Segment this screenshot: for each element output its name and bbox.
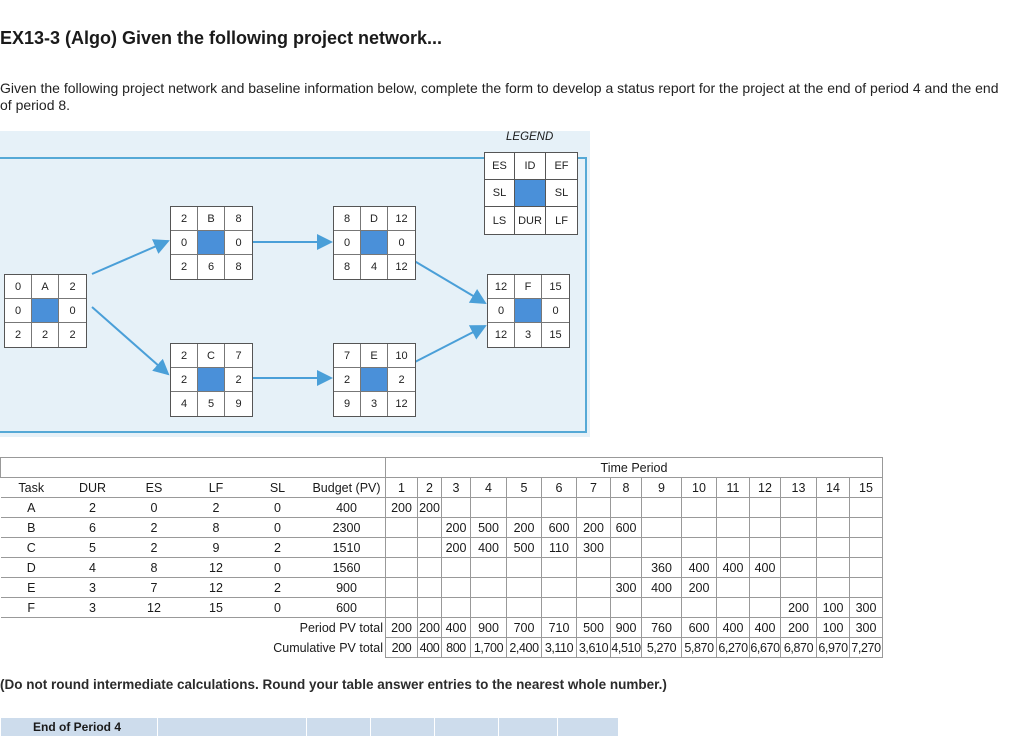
column-header: ES xyxy=(123,478,185,498)
pv-cell xyxy=(507,498,542,518)
node-b-dur: 6 xyxy=(198,255,225,279)
pv-cell xyxy=(817,538,850,558)
node-c-es: 2 xyxy=(171,344,198,368)
arrow-a-to-b xyxy=(92,241,168,274)
column-header: Budget (PV) xyxy=(308,478,386,498)
pv-cell xyxy=(781,558,817,578)
legend-sl-left: SL xyxy=(485,180,515,207)
pv-cell: 600 xyxy=(611,518,642,538)
node-a-id: A xyxy=(32,275,59,299)
period-total-label: Period PV total xyxy=(299,620,383,635)
node-a-es: 0 xyxy=(5,275,32,299)
node-f-ls: 12 xyxy=(488,323,515,347)
header-cell xyxy=(158,718,307,737)
period-total-cell: 500 xyxy=(577,618,611,638)
cumulative-cell: 200 xyxy=(386,638,418,658)
rounding-note: (Do not round intermediate calculations. Round your table answer entries to the nearest whole number.) xyxy=(0,677,667,692)
period-header: 15 xyxy=(850,478,883,498)
node-e-es: 7 xyxy=(334,344,361,368)
pv-cell xyxy=(386,518,418,538)
activity-node-d xyxy=(333,206,416,280)
node-a-lf: 2 xyxy=(69,329,76,341)
pv-cell: 500 xyxy=(507,538,542,558)
activity-node-c xyxy=(170,343,253,417)
node-e-sl2: 2 xyxy=(388,368,415,392)
node-c-sl2: 2 xyxy=(225,368,252,392)
period-total-cell: 400 xyxy=(750,618,781,638)
baseline-table xyxy=(0,457,883,658)
pv-cell: 200 xyxy=(682,578,717,598)
period-header: 4 xyxy=(471,478,507,498)
header-cell xyxy=(558,718,619,737)
pv-cell xyxy=(717,518,750,538)
legend-title: LEGEND xyxy=(506,131,554,143)
table-cell: 600 xyxy=(308,598,386,618)
node-a-ls: 2 xyxy=(5,323,32,347)
legend-id: ID xyxy=(515,153,546,180)
pv-cell xyxy=(781,498,817,518)
period-total-cell: 200 xyxy=(781,618,817,638)
node-d-lf: 12 xyxy=(395,261,408,273)
table-cell: 4 xyxy=(62,558,123,578)
node-e-center xyxy=(361,368,388,392)
pv-cell xyxy=(817,558,850,578)
legend-ls: LS xyxy=(485,207,515,234)
header-cell xyxy=(307,718,371,737)
table-cell: 8 xyxy=(185,518,247,538)
cumulative-cell: 6,870 xyxy=(781,638,817,658)
pv-cell xyxy=(642,598,682,618)
table-cell: 8 xyxy=(123,558,185,578)
table-cell: 3 xyxy=(62,598,123,618)
node-b-sl2: 0 xyxy=(225,231,252,255)
period-header: 6 xyxy=(542,478,577,498)
activity-node-f xyxy=(487,274,570,348)
node-f-id: F xyxy=(515,275,542,299)
pv-cell xyxy=(817,578,850,598)
period-header: 11 xyxy=(717,478,750,498)
node-f-sl1: 0 xyxy=(488,299,515,323)
period-total-cell: 760 xyxy=(642,618,682,638)
pv-cell xyxy=(682,598,717,618)
table-cell: 12 xyxy=(185,578,247,598)
pv-cell xyxy=(682,538,717,558)
arrow-e-to-f xyxy=(411,326,485,364)
table-cell: 9 xyxy=(185,538,247,558)
activity-node-e xyxy=(333,343,416,417)
pv-cell: 200 xyxy=(781,598,817,618)
pv-cell xyxy=(717,598,750,618)
pv-cell xyxy=(750,578,781,598)
period-total-cell: 710 xyxy=(542,618,577,638)
cumulative-cell: 5,870 xyxy=(682,638,717,658)
node-f-es: 12 xyxy=(488,275,515,299)
pv-cell: 200 xyxy=(442,538,471,558)
period-total-cell: 700 xyxy=(507,618,542,638)
table-cell: F xyxy=(1,598,63,618)
period-total-cell: 300 xyxy=(850,618,883,638)
node-a-dur: 2 xyxy=(32,323,59,347)
node-e-dur: 3 xyxy=(361,392,388,416)
node-f-lf: 15 xyxy=(549,329,562,341)
pv-cell xyxy=(418,518,442,538)
table-cell: 12 xyxy=(123,598,185,618)
table-row xyxy=(1,578,883,598)
node-f-sl2: 0 xyxy=(542,299,569,323)
pv-cell xyxy=(442,498,471,518)
pv-cell xyxy=(386,578,418,598)
table-cell: 0 xyxy=(247,498,308,518)
activity-node-a xyxy=(4,274,87,348)
table-row xyxy=(1,518,883,538)
period-total-cell: 200 xyxy=(386,618,418,638)
node-b-ls: 2 xyxy=(171,255,198,279)
cumulative-cell: 5,270 xyxy=(642,638,682,658)
node-f-center xyxy=(515,299,542,323)
cumulative-cell: 4,510 xyxy=(611,638,642,658)
node-d-sl2: 0 xyxy=(388,231,415,255)
period-header: 5 xyxy=(507,478,542,498)
table-cell: 3 xyxy=(62,578,123,598)
node-b-center xyxy=(198,231,225,255)
pv-cell xyxy=(542,598,577,618)
pv-cell: 400 xyxy=(471,538,507,558)
pv-cell xyxy=(850,558,883,578)
node-c-dur: 5 xyxy=(198,392,225,416)
legend-lf: LF xyxy=(555,214,568,227)
header-cell xyxy=(435,718,499,737)
period-header: 3 xyxy=(442,478,471,498)
cumulative-cell: 400 xyxy=(418,638,442,658)
table-cell: 0 xyxy=(247,558,308,578)
legend-node xyxy=(484,152,578,235)
pv-cell: 400 xyxy=(717,558,750,578)
pv-cell xyxy=(386,598,418,618)
pv-cell: 300 xyxy=(611,578,642,598)
pv-cell xyxy=(507,578,542,598)
pv-cell xyxy=(750,598,781,618)
table-cell: 2 xyxy=(123,518,185,538)
node-e-sl1: 2 xyxy=(334,368,361,392)
period-header: 1 xyxy=(386,478,418,498)
period-header: 14 xyxy=(817,478,850,498)
node-d-ef: 12 xyxy=(388,207,415,231)
node-e-ls: 9 xyxy=(334,392,361,416)
pv-cell xyxy=(418,558,442,578)
column-header: LF xyxy=(185,478,247,498)
cumulative-cell: 3,610 xyxy=(577,638,611,658)
status-report-table xyxy=(0,717,619,737)
pv-cell xyxy=(542,578,577,598)
pv-cell xyxy=(577,558,611,578)
column-header: Task xyxy=(1,478,63,498)
table-row xyxy=(1,498,883,518)
legend-center xyxy=(515,180,546,207)
node-c-ef: 7 xyxy=(225,344,252,368)
node-d-ls: 8 xyxy=(334,255,361,279)
cumulative-cell: 6,270 xyxy=(717,638,750,658)
period-header: 8 xyxy=(611,478,642,498)
intro-text: Given the following project network and baseline information below, complete the form to develop a status report for the project at the end of period 4 and the end of period 8. xyxy=(0,80,999,113)
pv-cell xyxy=(781,518,817,538)
legend-ef: EF xyxy=(546,153,577,180)
pv-cell: 200 xyxy=(577,518,611,538)
pv-cell: 600 xyxy=(542,518,577,538)
pv-cell xyxy=(642,518,682,538)
cumulative-cell: 6,970 xyxy=(817,638,850,658)
pv-cell xyxy=(642,538,682,558)
table-cell: 2 xyxy=(247,578,308,598)
node-d-dur: 4 xyxy=(361,255,388,279)
period-total-cell: 900 xyxy=(611,618,642,638)
node-d-es: 8 xyxy=(334,207,361,231)
cumulative-cell: 2,400 xyxy=(507,638,542,658)
table-cell: 1560 xyxy=(308,558,386,578)
pv-cell xyxy=(850,578,883,598)
pv-cell: 100 xyxy=(817,598,850,618)
node-f-ef: 15 xyxy=(542,275,569,299)
pv-cell xyxy=(750,518,781,538)
table-cell: 6 xyxy=(62,518,123,538)
header-cell xyxy=(371,718,435,737)
pv-cell xyxy=(817,498,850,518)
node-c-lf: 9 xyxy=(235,398,242,410)
header-cell xyxy=(499,718,558,737)
node-b-sl1: 0 xyxy=(171,231,198,255)
pv-cell: 200 xyxy=(418,498,442,518)
table-cell: 15 xyxy=(185,598,247,618)
pv-cell xyxy=(386,558,418,578)
period-header: 9 xyxy=(642,478,682,498)
period-total-cell: 100 xyxy=(817,618,850,638)
end-of-period-label: End of Period 4 xyxy=(1,718,158,737)
legend-es: ES xyxy=(485,153,515,180)
cumulative-cell: 7,270 xyxy=(850,638,883,658)
pv-cell xyxy=(850,538,883,558)
pv-cell xyxy=(471,558,507,578)
cumulative-cell: 800 xyxy=(442,638,471,658)
pv-cell: 110 xyxy=(542,538,577,558)
column-header: DUR xyxy=(62,478,123,498)
node-b-ef: 8 xyxy=(225,207,252,231)
table-cell: 900 xyxy=(308,578,386,598)
pv-cell xyxy=(850,498,883,518)
pv-cell xyxy=(471,578,507,598)
pv-cell xyxy=(611,598,642,618)
pv-cell xyxy=(781,578,817,598)
cumulative-cell: 1,700 xyxy=(471,638,507,658)
table-cell: A xyxy=(1,498,63,518)
pv-cell xyxy=(471,598,507,618)
arrow-d-to-f xyxy=(411,259,485,303)
pv-cell xyxy=(717,498,750,518)
pv-cell: 500 xyxy=(471,518,507,538)
pv-cell xyxy=(750,538,781,558)
pv-cell xyxy=(471,498,507,518)
node-c-id: C xyxy=(198,344,225,368)
table-cell: 2 xyxy=(185,498,247,518)
pv-cell: 200 xyxy=(442,518,471,538)
pv-cell: 400 xyxy=(682,558,717,578)
arrow-a-to-c xyxy=(92,307,168,374)
legend-sl-right: SL xyxy=(546,180,577,207)
period-header: 10 xyxy=(682,478,717,498)
pv-cell xyxy=(418,578,442,598)
pv-cell xyxy=(442,598,471,618)
table-cell: 7 xyxy=(123,578,185,598)
pv-cell xyxy=(781,538,817,558)
node-c-sl1: 2 xyxy=(171,368,198,392)
pv-cell xyxy=(507,558,542,578)
pv-cell xyxy=(850,518,883,538)
node-e-ef: 10 xyxy=(388,344,415,368)
pv-cell xyxy=(577,578,611,598)
table-cell: C xyxy=(1,538,63,558)
pv-cell xyxy=(577,498,611,518)
pv-cell xyxy=(418,598,442,618)
node-d-center xyxy=(361,231,388,255)
period-header: 2 xyxy=(418,478,442,498)
activity-node-b xyxy=(170,206,253,280)
pv-cell: 200 xyxy=(507,518,542,538)
node-f-dur: 3 xyxy=(515,323,542,347)
pv-cell: 300 xyxy=(850,598,883,618)
table-cell: 2 xyxy=(123,538,185,558)
node-b-es: 2 xyxy=(171,207,198,231)
table-row xyxy=(1,598,883,618)
cumulative-cell: 3,110 xyxy=(542,638,577,658)
pv-cell xyxy=(682,498,717,518)
pv-cell: 200 xyxy=(386,498,418,518)
table-cell: 0 xyxy=(123,498,185,518)
node-c-center xyxy=(198,368,225,392)
pv-cell xyxy=(542,558,577,578)
node-a-ef: 2 xyxy=(59,275,86,299)
table-cell: 2 xyxy=(62,498,123,518)
node-c-ls: 4 xyxy=(171,392,198,416)
pv-cell xyxy=(817,518,850,538)
cumulative-cell: 6,670 xyxy=(750,638,781,658)
table-cell: 5 xyxy=(62,538,123,558)
pv-cell xyxy=(750,498,781,518)
pv-cell xyxy=(717,578,750,598)
pv-cell xyxy=(542,498,577,518)
node-e-id: E xyxy=(361,344,388,368)
table-cell: D xyxy=(1,558,63,578)
node-b-lf: 8 xyxy=(235,261,242,273)
pv-cell xyxy=(717,538,750,558)
pv-cell xyxy=(507,598,542,618)
pv-cell: 360 xyxy=(642,558,682,578)
pv-cell: 400 xyxy=(642,578,682,598)
page-title: EX13-3 (Algo) Given the following project network... xyxy=(0,28,443,48)
table-cell: 1510 xyxy=(308,538,386,558)
table-cell: B xyxy=(1,518,63,538)
period-total-cell: 400 xyxy=(717,618,750,638)
table-row xyxy=(1,558,883,578)
cumulative-label: Cumulative PV total xyxy=(273,640,383,655)
period-header: 13 xyxy=(781,478,817,498)
node-d-sl1: 0 xyxy=(334,231,361,255)
node-a-sl2: 0 xyxy=(59,299,86,323)
table-cell: 2300 xyxy=(308,518,386,538)
pv-cell xyxy=(642,498,682,518)
pv-cell: 400 xyxy=(750,558,781,578)
node-b-id: B xyxy=(198,207,225,231)
table-cell: E xyxy=(1,578,63,598)
pv-cell: 300 xyxy=(577,538,611,558)
node-e-lf: 12 xyxy=(395,398,408,410)
time-period-header: Time Period xyxy=(386,458,883,478)
table-cell: 0 xyxy=(247,598,308,618)
period-header: 12 xyxy=(750,478,781,498)
legend-dur: DUR xyxy=(515,207,546,234)
pv-cell xyxy=(611,538,642,558)
pv-cell xyxy=(611,498,642,518)
table-cell: 12 xyxy=(185,558,247,578)
pv-cell xyxy=(418,538,442,558)
node-a-sl1: 0 xyxy=(5,299,32,323)
node-a-center xyxy=(32,299,59,323)
pv-cell xyxy=(386,538,418,558)
table-row xyxy=(1,538,883,558)
period-total-cell: 900 xyxy=(471,618,507,638)
pv-cell xyxy=(611,558,642,578)
table-cell: 2 xyxy=(247,538,308,558)
period-total-cell: 400 xyxy=(442,618,471,638)
table-cell: 0 xyxy=(247,518,308,538)
period-total-cell: 200 xyxy=(418,618,442,638)
table-cell: 400 xyxy=(308,498,386,518)
pv-cell xyxy=(442,578,471,598)
period-header: 7 xyxy=(577,478,611,498)
node-d-id: D xyxy=(361,207,388,231)
pv-cell xyxy=(682,518,717,538)
pv-cell xyxy=(577,598,611,618)
column-header: SL xyxy=(247,478,308,498)
period-total-cell: 600 xyxy=(682,618,717,638)
pv-cell xyxy=(442,558,471,578)
